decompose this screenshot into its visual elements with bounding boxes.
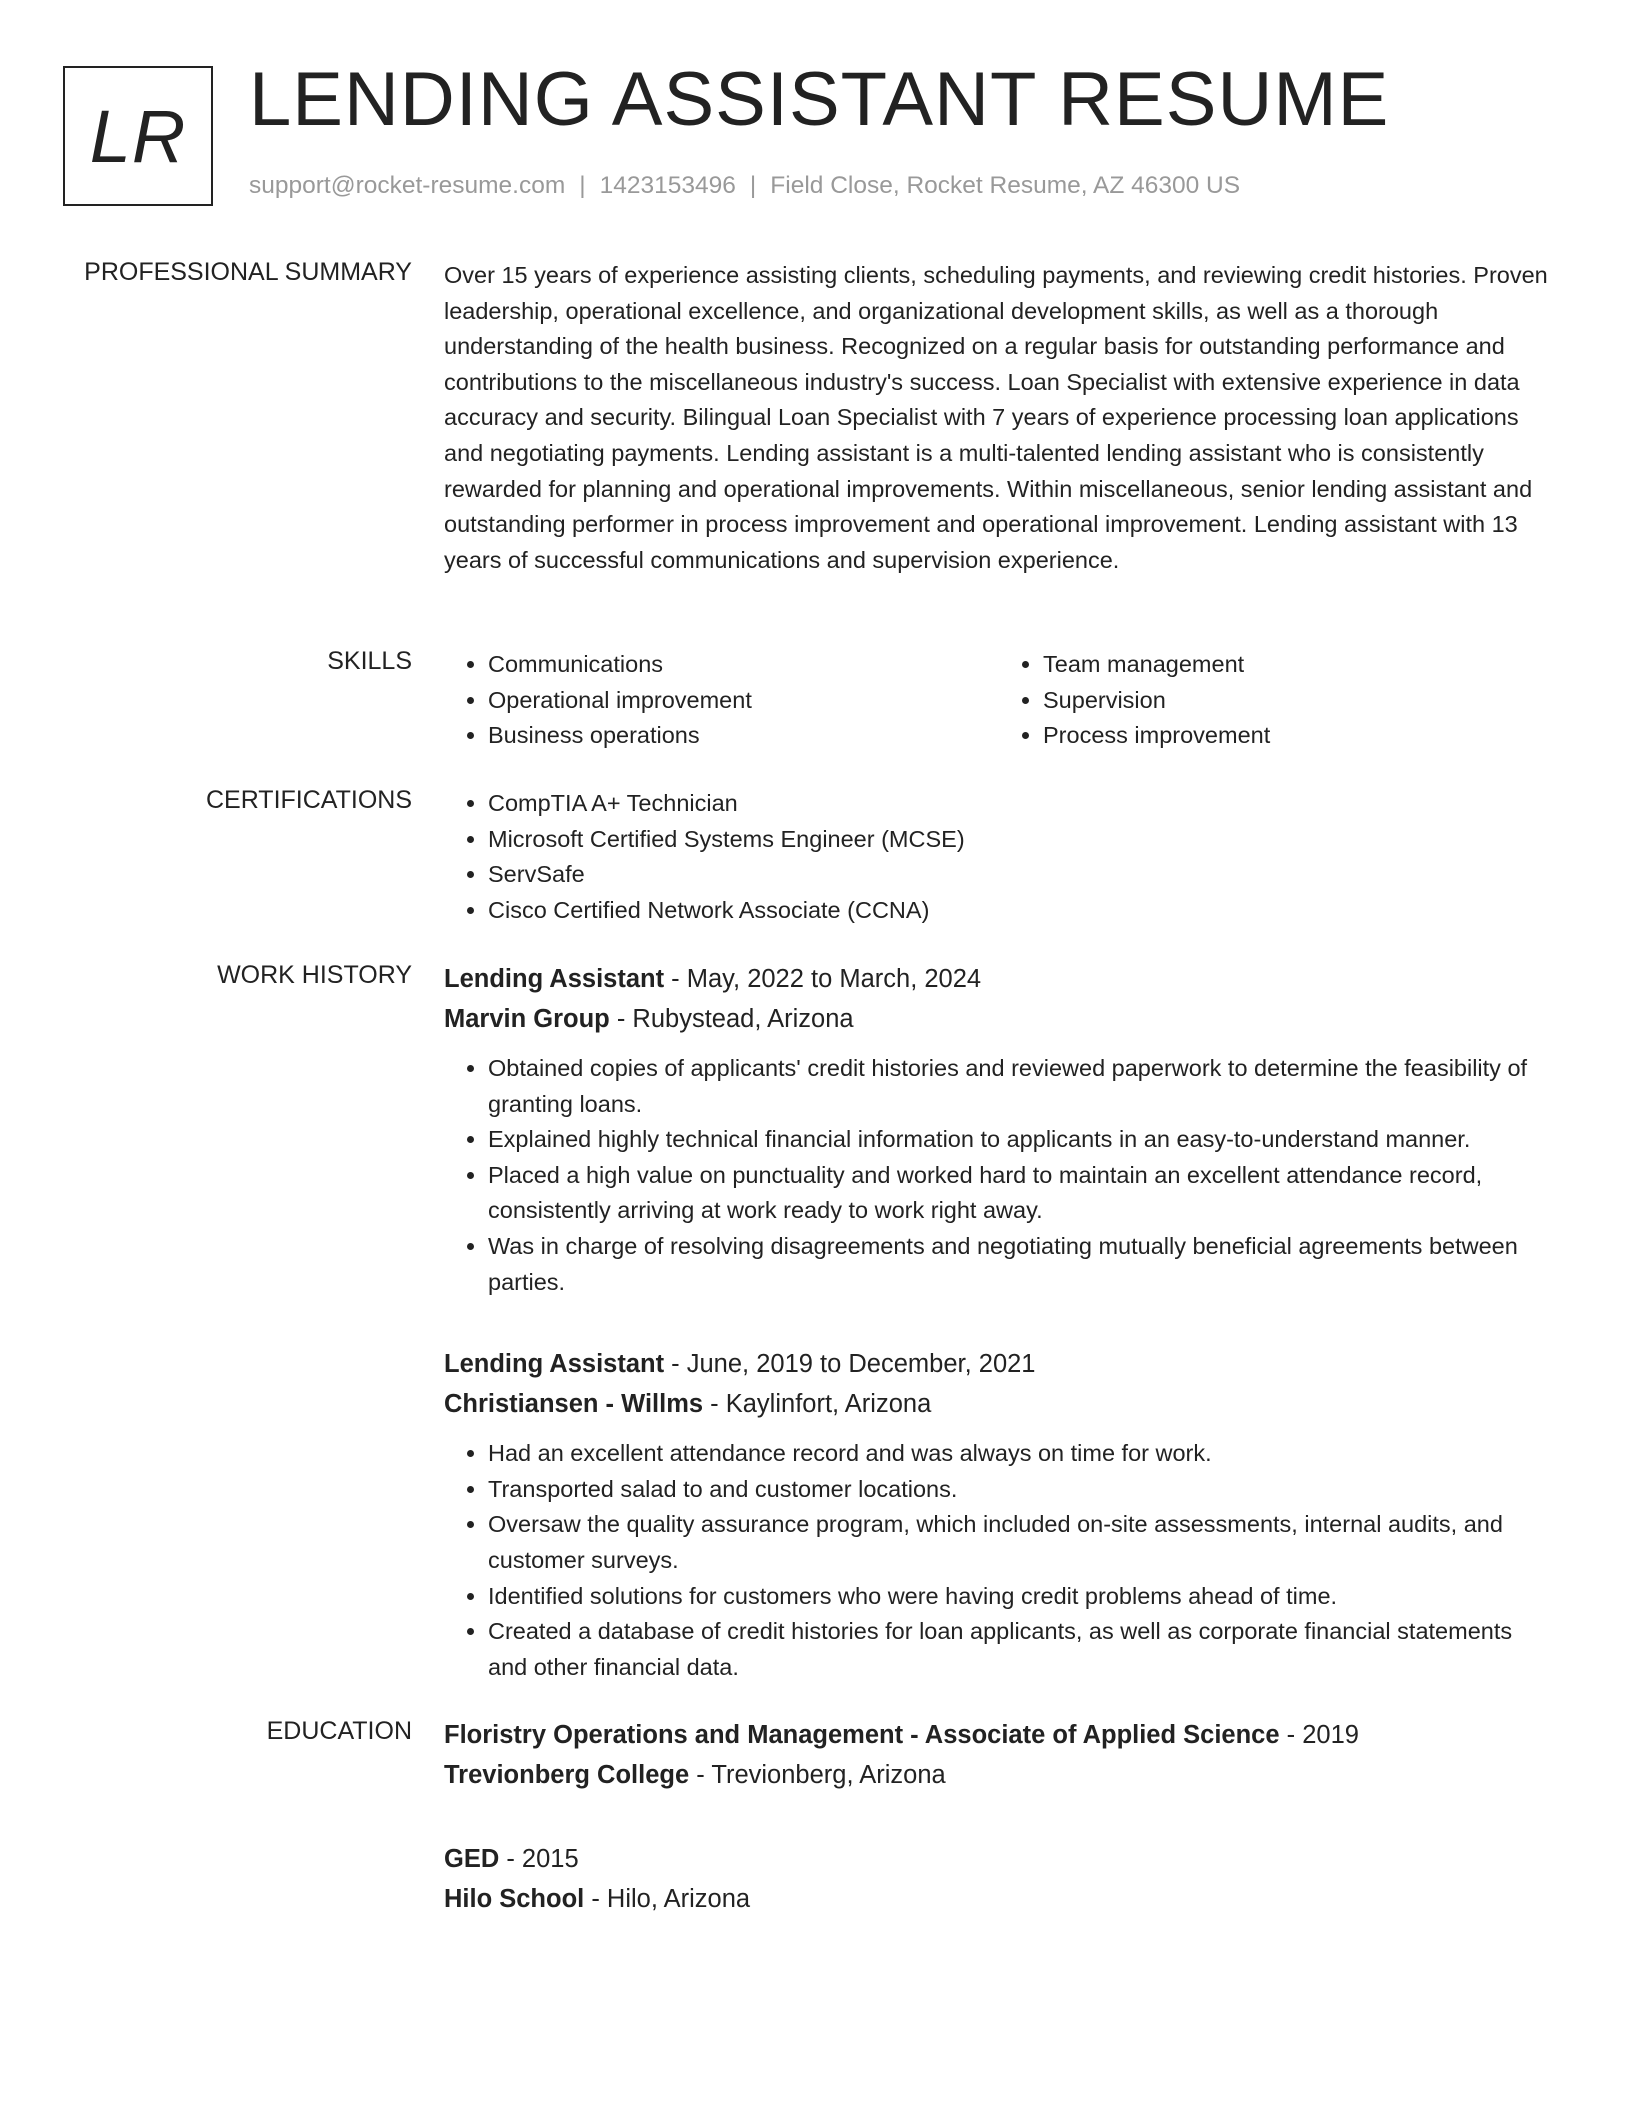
certifications-list	[444, 786, 1554, 928]
certification-item: • CompTIA A+ Technician	[488, 786, 1554, 822]
education-location: - Trevionberg, Arizona	[689, 1761, 946, 1789]
summary-text: Over 15 years of experience assisting clients, scheduling payments, and reviewing credit histories. Proven leadership, operational excellence, and organizational development skills, as well as a thorough understanding of the health business. Recognized on a regular basis for outstanding performance and contributions to the miscellaneous industry's success. Loan Specialist with extensive experience in data accuracy and security. Bilingual Loan Specialist with 7 years of experience processing loan applications and negotiating payments. Lending assistant is a multi-talented lending assistant who is consistently rewarded for planning and operational improvements. Within miscellaneous, senior lending assistant and outstanding performer in process improvement and operational improvement. Lending assistant with 13 years of successful communications and supervision experience.	[444, 262, 1548, 573]
skill-item: • Operational improvement	[488, 683, 999, 719]
skill-item: • Communications	[488, 647, 999, 683]
job-title-line	[444, 959, 1554, 999]
job-bullet: • Created a database of credit histories for loan applicants, as well as corporate financial statements and other financial data.	[488, 1614, 1554, 1685]
education-school: Hilo School	[444, 1885, 585, 1913]
job-company: Christiansen - Willms	[444, 1390, 704, 1419]
job-company-line	[444, 1384, 1554, 1424]
job-entry	[444, 1344, 1554, 1685]
job-dates: - June, 2019 to December, 2021	[664, 1350, 1036, 1379]
job-dates: - May, 2022 to March, 2024	[664, 965, 982, 993]
skills-list-left	[444, 647, 999, 754]
job-company-line	[444, 999, 1554, 1039]
education-degree-line	[444, 1839, 1554, 1879]
section-label-skills: SKILLS	[327, 647, 412, 675]
education-degree: GED	[444, 1845, 500, 1873]
contact-phone[interactable]: 1423153496	[599, 172, 736, 199]
job-entry	[444, 959, 1554, 1300]
job-bullet: • Obtained copies of applicants' credit histories and reviewed paperwork to determine the feasibility of granting loans.	[488, 1051, 1554, 1122]
education-location: - Hilo, Arizona	[584, 1885, 751, 1913]
skill-item: • Supervision	[1043, 683, 1554, 719]
section-label-certifications: CERTIFICATIONS	[205, 786, 412, 814]
job-bullet: • Explained highly technical financial information to applicants in an easy-to-understand manner.	[488, 1122, 1554, 1158]
section-label-summary: PROFESSIONAL SUMMARY	[84, 258, 412, 286]
job-location: - Rubystead, Arizona	[609, 1005, 854, 1033]
education-year: - 2019	[1279, 1721, 1359, 1749]
job-company: Marvin Group	[444, 1005, 610, 1033]
contact-email[interactable]: support@rocket-resume.com	[249, 172, 566, 199]
job-title: Lending Assistant	[444, 965, 665, 993]
job-title: Lending Assistant	[444, 1350, 665, 1379]
job-bullet: • Placed a high value on punctuality and worked hard to maintain an excellent attendance record, consistently arriving at work ready to work right away.	[488, 1158, 1554, 1229]
skill-item: • Team management	[1043, 647, 1554, 683]
skills-list-right	[999, 647, 1554, 754]
certification-item: • Cisco Certified Network Associate (CCNA)	[488, 893, 1554, 929]
education-entry	[444, 1715, 1554, 1795]
education-entry	[444, 1839, 1554, 1919]
job-title-line	[444, 1344, 1554, 1384]
education-degree-line	[444, 1715, 1554, 1755]
skill-item: • Process improvement	[1043, 718, 1554, 754]
education-school-line	[444, 1879, 1554, 1919]
contact-separator: |	[579, 172, 586, 199]
resume-title: LENDING ASSISTANT RESUME	[249, 57, 1390, 142]
section-label-work-history: WORK HISTORY	[217, 961, 412, 989]
job-bullet: • Transported salad to and customer locations.	[488, 1472, 1554, 1508]
job-bullet: • Had an excellent attendance record and was always on time for work.	[488, 1436, 1554, 1472]
job-bullet: • Oversaw the quality assurance program, which included on-site assessments, internal audits, and customer surveys.	[488, 1507, 1554, 1578]
certification-item: • Microsoft Certified Systems Engineer (MCSE)	[488, 822, 1554, 858]
contact-address: Field Close, Rocket Resume, AZ 46300 US	[770, 172, 1241, 199]
education-school-line	[444, 1755, 1554, 1795]
monogram-logo: LR	[63, 66, 213, 206]
job-bullets	[444, 1436, 1554, 1685]
skill-item: • Business operations	[488, 718, 999, 754]
job-bullet: • Identified solutions for customers who were having credit problems ahead of time.	[488, 1579, 1554, 1615]
job-bullets	[444, 1051, 1554, 1300]
job-location: - Kaylinfort, Arizona	[703, 1390, 932, 1419]
education-year: - 2015	[499, 1845, 579, 1873]
job-bullet: • Was in charge of resolving disagreements and negotiating mutually beneficial agreements between parties.	[488, 1229, 1554, 1300]
education-degree: Floristry Operations and Management - Associate of Applied Science	[444, 1721, 1280, 1749]
education-school: Trevionberg College	[444, 1761, 690, 1789]
section-label-education: EDUCATION	[266, 1717, 412, 1745]
contact-separator: |	[749, 172, 757, 199]
certification-item: • ServSafe	[488, 857, 1554, 893]
contact-line	[249, 172, 1240, 200]
